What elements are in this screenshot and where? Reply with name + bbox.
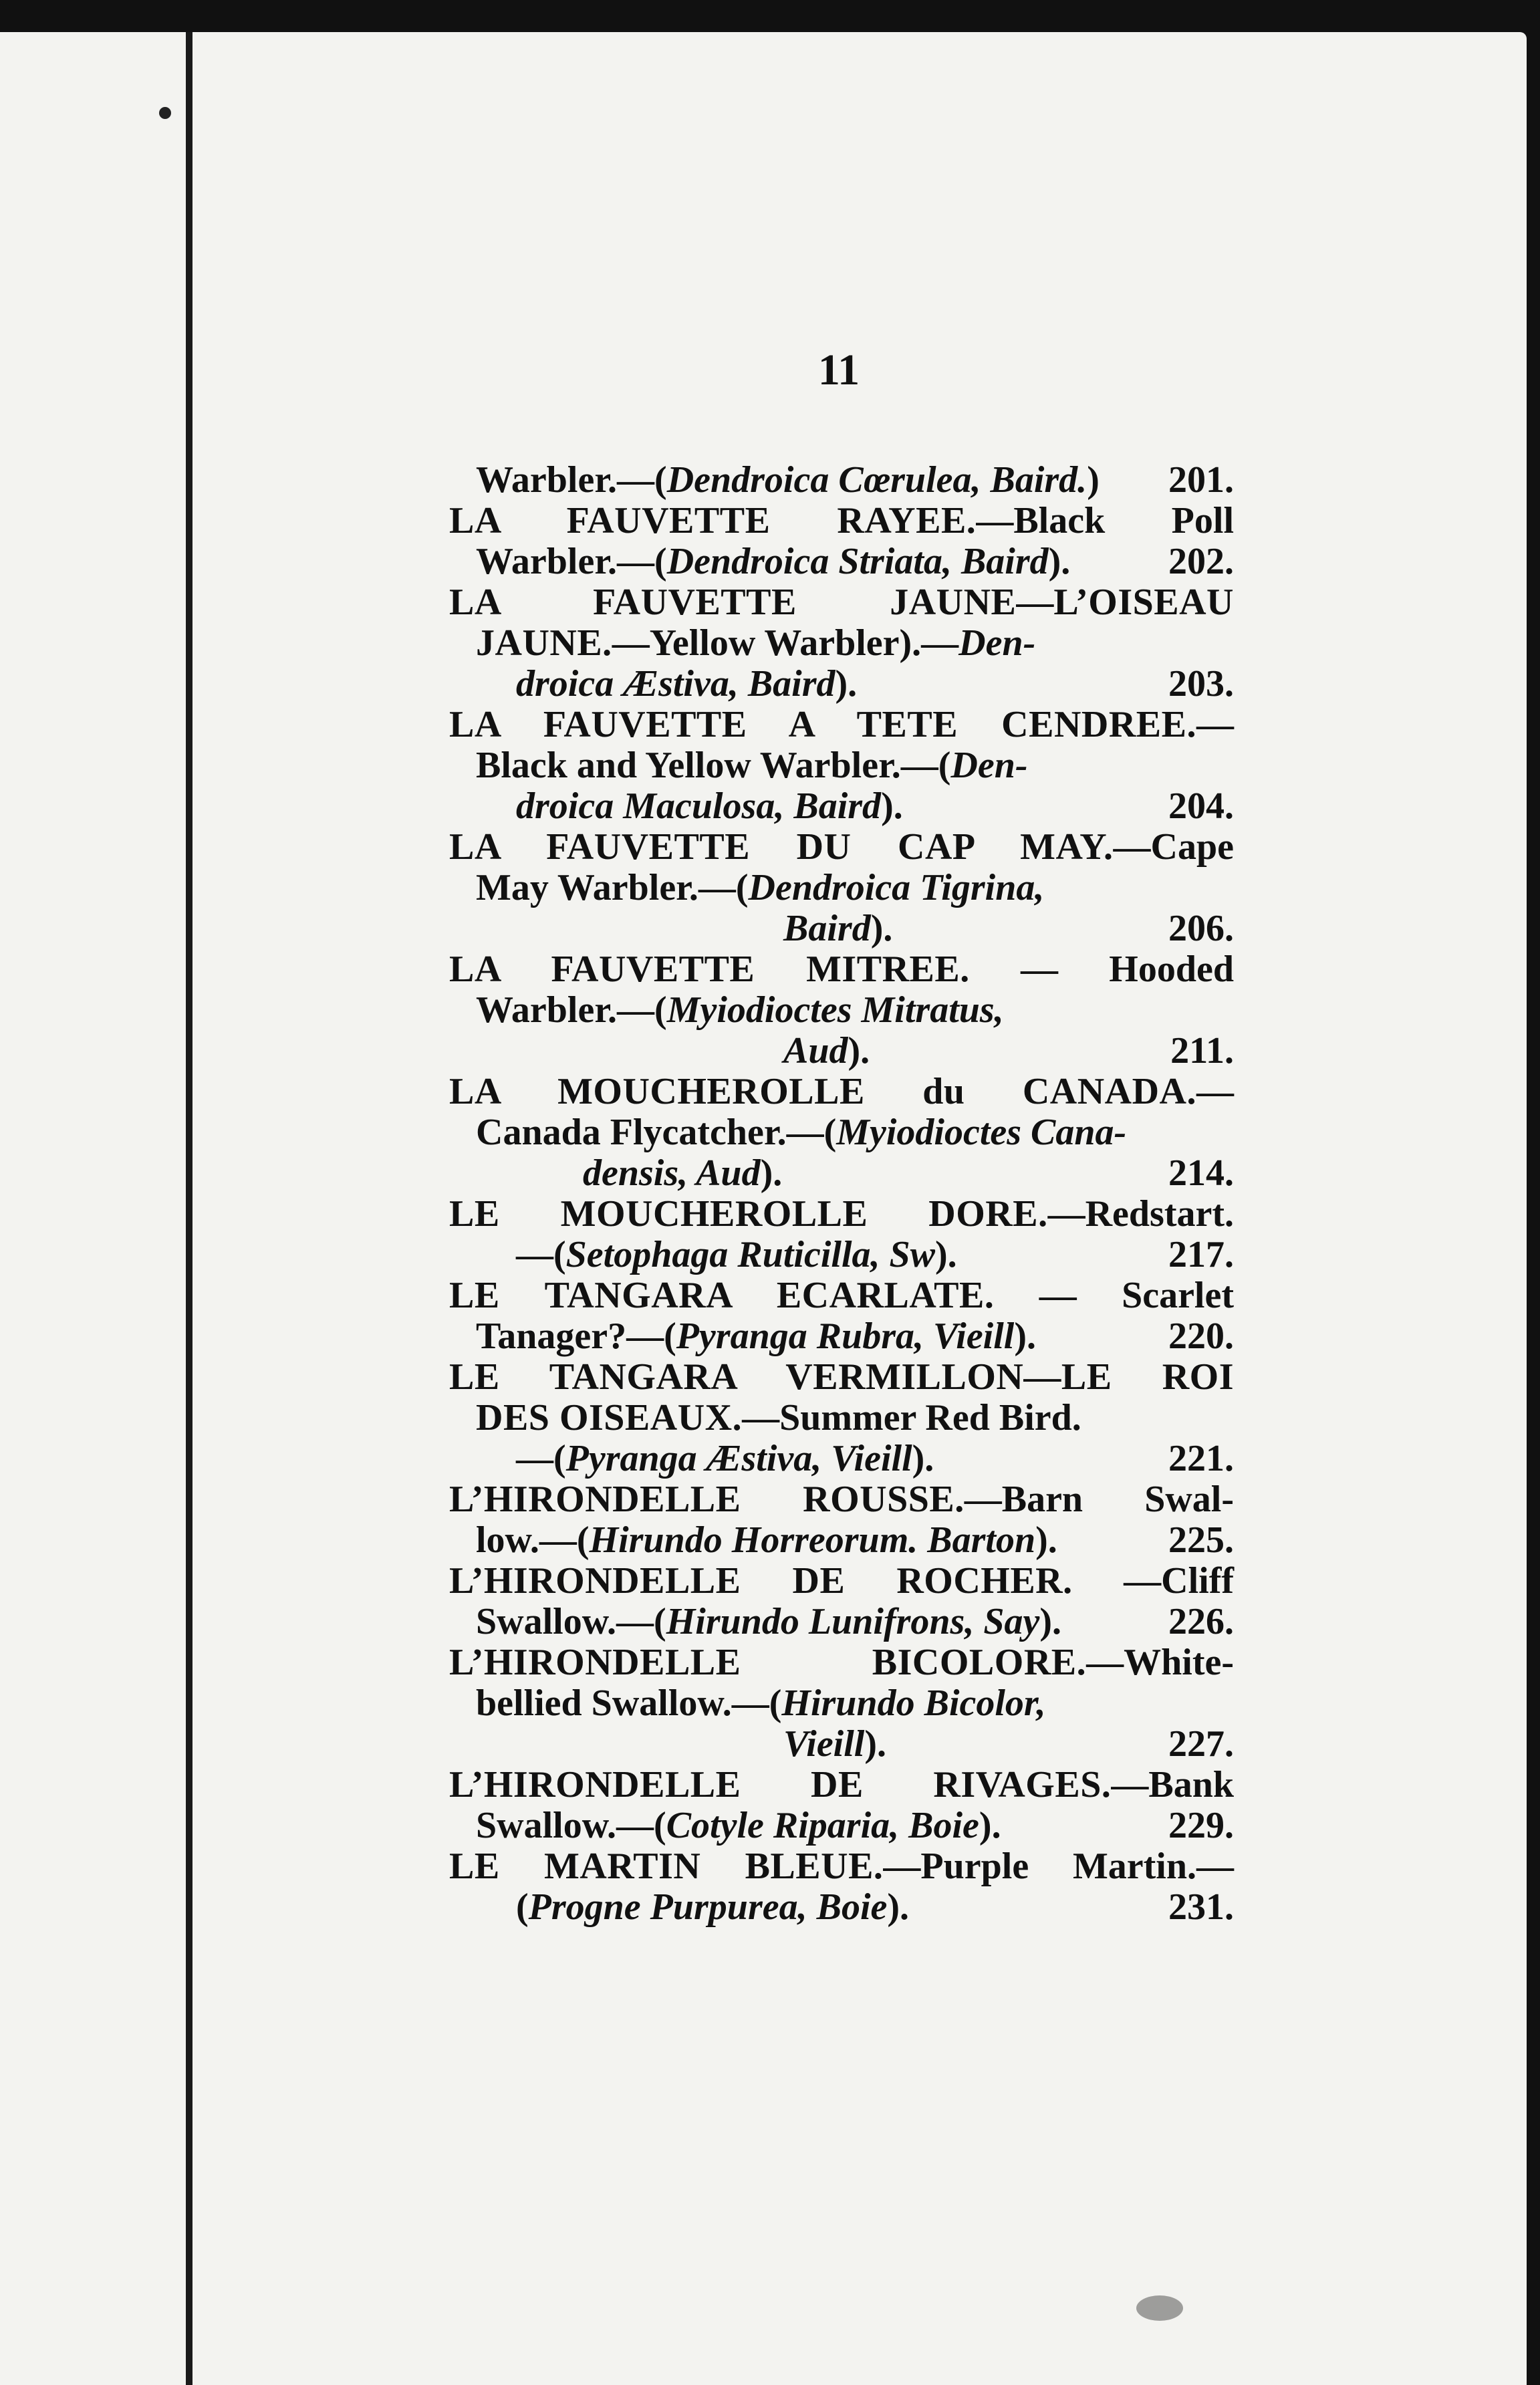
index-line	[449, 705, 1234, 745]
index-line	[449, 1765, 1234, 1805]
entry-text: —	[1196, 704, 1234, 745]
entry-text: —Redstart.	[1047, 1193, 1234, 1235]
french-name: LE MOUCHEROLLE DORE.	[449, 1193, 1048, 1235]
index-line	[449, 501, 1234, 541]
page-reference: 226.	[1168, 1601, 1234, 1642]
index-line	[449, 1805, 1234, 1846]
page-reference: 217.	[1168, 1234, 1234, 1275]
latin-name: Baird	[783, 908, 871, 949]
latin-name: Pyranga Rubra, Vieill	[676, 1315, 1015, 1357]
entry-text: May Warbler.—(	[476, 867, 749, 908]
french-name: LA FAUVETTE RAYEE.	[449, 500, 977, 541]
index-line	[449, 1438, 1234, 1479]
index-line	[449, 582, 1234, 623]
entry-text: Warbler.—(	[476, 541, 667, 582]
french-name: DES OISEAUX.	[476, 1397, 743, 1438]
index-line	[449, 1846, 1234, 1887]
french-name: LA MOUCHEROLLE du CANADA.	[449, 1071, 1196, 1112]
french-name: LE MARTIN BLEUE.	[449, 1846, 884, 1887]
french-name: L’HIRONDELLE DE RIVAGES.	[449, 1764, 1112, 1805]
page-reference: 214.	[1168, 1152, 1234, 1194]
page-reference: 231.	[1168, 1886, 1234, 1928]
page-reference: 202.	[1168, 541, 1234, 582]
entry-text: ).	[760, 1152, 783, 1194]
page-reference: 229.	[1168, 1805, 1234, 1846]
latin-name: droica Æstiva, Baird	[516, 663, 836, 705]
entry-text: Black and Yellow Warbler.—(	[476, 745, 951, 786]
index-line	[449, 949, 1234, 990]
french-name: L’HIRONDELLE DE ROCHER.	[449, 1560, 1073, 1602]
french-name: LA FAUVETTE A TETE CENDREE.	[449, 704, 1196, 745]
entry-text: low.—(	[476, 1519, 590, 1561]
binding-edge	[186, 32, 192, 2385]
entry-text: —Purple Martin.—	[883, 1846, 1235, 1887]
entry-text: —Cape	[1113, 826, 1234, 868]
index-line	[449, 1479, 1234, 1520]
entry-text: —	[1196, 1071, 1234, 1112]
index-line	[449, 1887, 1234, 1928]
entry-text: Warbler.—(	[476, 989, 667, 1031]
latin-name: Hirundo Horreorum. Barton	[589, 1519, 1036, 1561]
entry-text: ).	[1035, 1519, 1057, 1561]
index-line	[449, 664, 1234, 705]
index-line	[449, 827, 1234, 868]
entry-text: ).	[1039, 1601, 1061, 1642]
index-line	[449, 1398, 1234, 1438]
index-line	[449, 1520, 1234, 1561]
index-line	[449, 1072, 1234, 1112]
index-line	[449, 1031, 1234, 1072]
latin-name: Vieill	[783, 1723, 865, 1765]
entry-text: —(	[516, 1234, 566, 1275]
entry-text: Swallow.—(	[476, 1805, 666, 1846]
page-reference: 201.	[1168, 459, 1234, 501]
index-line	[449, 1235, 1234, 1275]
latin-name: Dendroica Tigrina,	[748, 867, 1045, 908]
index-line	[449, 1112, 1234, 1153]
latin-name: Progne Purpurea, Boie	[528, 1886, 888, 1928]
entry-text: ).	[1048, 541, 1071, 582]
index-line	[449, 1561, 1234, 1602]
latin-name: droica Maculosa, Baird	[516, 785, 882, 827]
entry-text: —	[1016, 582, 1054, 623]
entry-text: ).	[1014, 1315, 1037, 1357]
latin-name: Dendroica Striata, Baird	[666, 541, 1049, 582]
index-line	[449, 786, 1234, 827]
entry-text: —Yellow Warbler).—	[612, 622, 959, 664]
entry-text: Canada Flycatcher.—(	[476, 1112, 837, 1153]
index-line	[449, 460, 1234, 501]
latin-name: Aud	[783, 1030, 848, 1072]
entry-text: (	[516, 1886, 529, 1928]
french-name: L’HIRONDELLE BICOLORE.	[449, 1642, 1087, 1683]
index-line	[449, 1153, 1234, 1194]
index-line	[449, 1316, 1234, 1357]
index-line	[449, 1357, 1234, 1398]
page-number: 11	[817, 346, 860, 394]
latin-name: Pyranga Æstiva, Vieill	[565, 1438, 912, 1479]
french-name: LE TANGARA VERMILLON—LE ROI	[449, 1356, 1234, 1398]
entry-text: —Cliff	[1072, 1560, 1234, 1602]
entry-text: ).	[848, 1030, 870, 1072]
latin-name: Hirundo Lunifrons, Say	[666, 1601, 1040, 1642]
index-line	[449, 745, 1234, 786]
index-line	[449, 1602, 1234, 1642]
entry-text: —(	[516, 1438, 566, 1479]
page-reference: 203.	[1168, 663, 1234, 705]
entry-text: ).	[935, 1234, 957, 1275]
index-line	[449, 1724, 1234, 1765]
page-reference: 221.	[1168, 1438, 1234, 1479]
entry-text: Warbler.—(	[476, 459, 667, 501]
index-line	[449, 1275, 1234, 1316]
french-name: LA FAUVETTE DU CAP MAY.	[449, 826, 1114, 868]
latin-name: Hirundo Bicolor,	[781, 1682, 1046, 1724]
entry-text: —Barn Swal-	[964, 1479, 1234, 1520]
entry-text: ).	[979, 1805, 1001, 1846]
entry-text: — Scarlet	[994, 1275, 1234, 1316]
entry-text: ).	[912, 1438, 934, 1479]
latin-name: Myiodioctes Mitratus,	[666, 989, 1004, 1031]
book-page	[0, 32, 1527, 2385]
entry-text: ).	[887, 1886, 910, 1928]
page-reference: 227.	[1168, 1723, 1234, 1765]
french-name: L’OISEAU	[1053, 582, 1234, 623]
french-name: JAUNE.	[476, 622, 612, 664]
entry-text: ).	[864, 1723, 887, 1765]
french-name: LE TANGARA ECARLATE.	[449, 1275, 995, 1316]
entry-text: ).	[835, 663, 858, 705]
index-line	[449, 908, 1234, 949]
entry-text: — Hooded	[969, 949, 1234, 990]
entry-text: —Bank	[1111, 1764, 1234, 1805]
latin-name: densis, Aud	[583, 1152, 761, 1194]
index-line	[449, 1642, 1234, 1683]
entry-text: )	[1087, 459, 1100, 501]
latin-name: Den-	[958, 622, 1036, 664]
index-line	[449, 1683, 1234, 1724]
entry-text: Swallow.—(	[476, 1601, 666, 1642]
index-text-block	[449, 460, 1234, 1928]
french-name: LA FAUVETTE MITREE.	[449, 949, 970, 990]
entry-text: —Summer Red Bird.	[742, 1397, 1081, 1438]
entry-text: —White-	[1086, 1642, 1234, 1683]
index-line	[449, 1194, 1234, 1235]
index-line	[449, 990, 1234, 1031]
entry-text: —Black Poll	[976, 500, 1235, 541]
french-name: LA FAUVETTE JAUNE	[449, 582, 1017, 623]
index-line	[449, 623, 1234, 664]
index-line	[449, 868, 1234, 908]
latin-name: Den-	[950, 745, 1028, 786]
page-reference: 211.	[1170, 1030, 1234, 1072]
entry-text: Tanager?—(	[476, 1315, 676, 1357]
entry-text: ).	[870, 908, 893, 949]
latin-name: Setophaga Ruticilla, Sw	[565, 1234, 935, 1275]
page-reference: 204.	[1168, 785, 1234, 827]
index-line	[449, 541, 1234, 582]
entry-text: ).	[881, 785, 903, 827]
french-name: L’HIRONDELLE ROUSSE.	[449, 1479, 965, 1520]
latin-name: Dendroica Cœrulea, Baird.	[666, 459, 1087, 501]
latin-name: Myiodioctes Cana-	[836, 1112, 1127, 1153]
entry-text: bellied Swallow.—(	[476, 1682, 782, 1724]
page-reference: 220.	[1168, 1315, 1234, 1357]
page-reference: 225.	[1168, 1519, 1234, 1561]
ink-dot	[159, 107, 171, 119]
latin-name: Cotyle Riparia, Boie	[666, 1805, 979, 1846]
page-reference: 206.	[1168, 908, 1234, 949]
paper-stain	[1136, 2295, 1183, 2321]
